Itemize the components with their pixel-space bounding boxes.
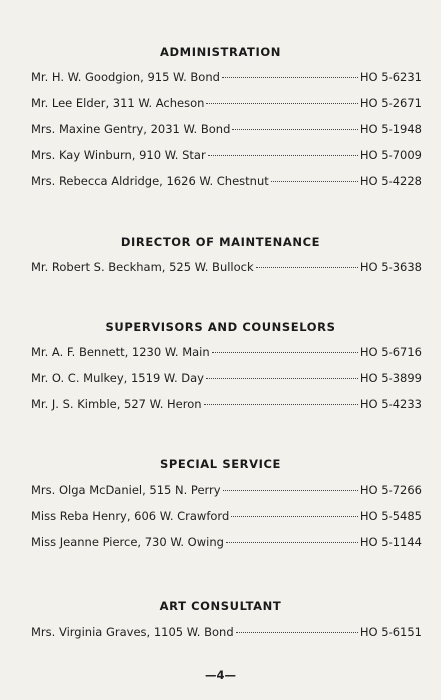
entry-phone: HO 5-6231 [359,70,422,84]
entry-name: Mr. A. F. Bennett, 1230 W. Main [31,345,210,359]
entry-phone: HO 5-1948 [359,122,422,136]
entry-name: Mr. Robert S. Beckham, 525 W. Bullock [31,260,254,274]
directory-entry [31,625,422,639]
entry-phone: HO 5-5485 [359,509,422,523]
entry-name: Mrs. Maxine Gentry, 2031 W. Bond [31,122,231,136]
entry-phone: HO 5-4233 [359,397,422,411]
dot-leader [206,378,358,379]
entry-phone: HO 5-7266 [359,483,422,497]
entry-name: Mr. J. S. Kimble, 527 W. Heron [31,397,202,411]
directory-entry [31,483,422,497]
entry-phone: HO 5-6151 [359,625,422,639]
directory-entry [31,174,422,188]
dot-leader [222,77,358,78]
directory-entry [31,535,422,549]
dot-leader [256,267,358,268]
dot-leader [226,542,358,543]
directory-entry [31,70,422,84]
dot-leader [271,181,358,182]
entry-phone: HO 5-2671 [359,96,422,110]
directory-entry [31,345,422,359]
directory-entry [31,371,422,385]
section-title-supervisors-and-counselors: SUPERVISORS AND COUNSELORS [105,320,336,334]
section-title-administration: ADMINISTRATION [160,45,281,59]
entry-phone: HO 5-6716 [359,345,422,359]
directory-entry [31,148,422,162]
entry-name: Mr. Lee Elder, 311 W. Acheson [31,96,205,110]
section-title-director-of-maintenance: DIRECTOR OF MAINTENANCE [120,235,321,249]
entry-name: Miss Jeanne Pierce, 730 W. Owing [31,535,224,549]
directory-entry [31,397,422,411]
dot-leader [204,404,358,405]
dot-leader [231,516,358,517]
section-title-art-consultant: ART CONSULTANT [159,599,282,613]
entry-phone: HO 5-3899 [359,371,422,385]
entry-name: Mr. O. C. Mulkey, 1519 W. Day [31,371,204,385]
directory-entry [31,96,422,110]
dot-leader [223,490,358,491]
dot-leader [208,155,358,156]
entry-name: Mr. H. W. Goodgion, 915 W. Bond [31,70,220,84]
entry-name: Mrs. Kay Winburn, 910 W. Star [31,148,206,162]
directory-entry [31,260,422,274]
entry-name: Mrs. Rebecca Aldridge, 1626 W. Chestnut [31,174,269,188]
entry-phone: HO 5-3638 [359,260,422,274]
entry-phone: HO 5-4228 [359,174,422,188]
entry-name: Mrs. Virginia Graves, 1105 W. Bond [31,625,234,639]
entry-phone: HO 5-1144 [359,535,422,549]
dot-leader [232,129,358,130]
dot-leader [206,103,357,104]
directory-entry [31,122,422,136]
entry-name: Mrs. Olga McDaniel, 515 N. Perry [31,483,221,497]
dot-leader [236,632,358,633]
entry-phone: HO 5-7009 [359,148,422,162]
entry-name: Miss Reba Henry, 606 W. Crawford [31,509,230,523]
dot-leader [212,352,358,353]
section-title-special-service: SPECIAL SERVICE [160,457,281,471]
page-number: —4— [204,668,236,682]
directory-entry [31,509,422,523]
